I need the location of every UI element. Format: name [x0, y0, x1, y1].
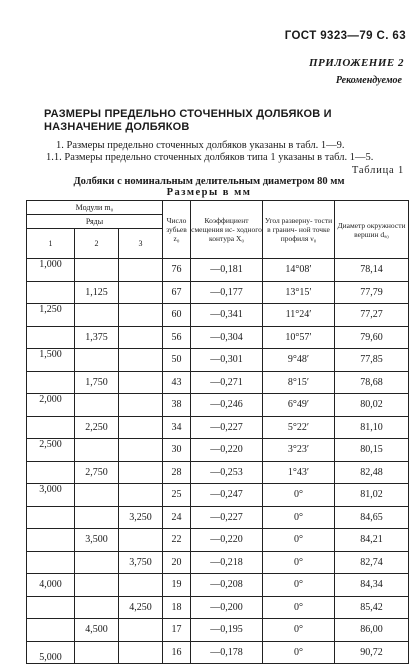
cell-module-row2: 3,500 [75, 529, 119, 552]
cell-teeth: 17 [163, 619, 191, 642]
cell-module-row1: 4,000 [27, 574, 75, 597]
cell-diameter: 86,00 [335, 619, 409, 642]
cell-module-row2: 2,250 [75, 416, 119, 439]
cell-angle: 1°43′ [263, 461, 335, 484]
cell-angle: 11°24′ [263, 304, 335, 327]
table-row [27, 484, 409, 507]
cell-teeth: 30 [163, 439, 191, 462]
header-row-1: 1 [27, 229, 75, 259]
cell-teeth: 76 [163, 259, 191, 282]
cell-module-row1: 5,000 [27, 641, 75, 664]
cell-diameter: 85,42 [335, 596, 409, 619]
cell-module-row2: 1,375 [75, 326, 119, 349]
cell-module-row3 [119, 416, 163, 439]
cell-module-row1: 2,500 [27, 439, 75, 462]
cell-module-row2 [75, 394, 119, 417]
header-row-2: 2 [75, 229, 119, 259]
cell-module-row2: 1,125 [75, 281, 119, 304]
table-row [27, 619, 409, 642]
header-modules: Модули m₀ [27, 201, 163, 215]
header-angle: Угол разверну- тости в гранич- ной точке профиля ν₀ [263, 201, 335, 259]
cell-module-row3: 4,250 [119, 596, 163, 619]
cell-module-row2 [75, 506, 119, 529]
cell-coefficient: —0,208 [191, 574, 263, 597]
cell-diameter: 84,21 [335, 529, 409, 552]
table-row [27, 416, 409, 439]
cell-teeth: 22 [163, 529, 191, 552]
cell-module-row3 [119, 461, 163, 484]
cell-module-row1: 3,000 [27, 484, 75, 507]
appendix-label: ПРИЛОЖЕНИЕ 2 [308, 57, 404, 69]
cell-module-row3 [119, 619, 163, 642]
cell-module-row2 [75, 574, 119, 597]
cell-teeth: 34 [163, 416, 191, 439]
cell-module-row2: 4,500 [75, 619, 119, 642]
cell-module-row3 [119, 574, 163, 597]
cell-coefficient: —0,271 [191, 371, 263, 394]
cell-coefficient: —0,246 [191, 394, 263, 417]
cell-diameter: 84,65 [335, 506, 409, 529]
cell-teeth: 67 [163, 281, 191, 304]
cell-teeth: 56 [163, 326, 191, 349]
table-row [27, 304, 409, 327]
cell-coefficient: —0,247 [191, 484, 263, 507]
cell-module-row1 [27, 461, 75, 484]
cell-teeth: 19 [163, 574, 191, 597]
cell-module-row1 [27, 326, 75, 349]
table-row [27, 506, 409, 529]
table-row [27, 371, 409, 394]
table-row [27, 461, 409, 484]
cell-module-row1: 1,000 [27, 259, 75, 282]
cell-angle: 3°23′ [263, 439, 335, 462]
cell-module-row3 [119, 371, 163, 394]
cell-angle: 0° [263, 506, 335, 529]
cell-module-row2 [75, 304, 119, 327]
cell-module-row1 [27, 416, 75, 439]
cell-diameter: 82,74 [335, 551, 409, 574]
cell-coefficient: —0,220 [191, 529, 263, 552]
cell-diameter: 81,10 [335, 416, 409, 439]
cell-module-row3 [119, 281, 163, 304]
cell-diameter: 78,14 [335, 259, 409, 282]
table-row [27, 529, 409, 552]
page-header: ГОСТ 9323—79 С. 63 [284, 30, 406, 42]
dimensions-table [26, 200, 409, 664]
table-row [27, 326, 409, 349]
header-row-3: 3 [119, 229, 163, 259]
table-row [27, 259, 409, 282]
table-row [27, 641, 409, 664]
cell-teeth: 20 [163, 551, 191, 574]
cell-diameter: 81,02 [335, 484, 409, 507]
cell-coefficient: —0,301 [191, 349, 263, 372]
cell-module-row3: 3,750 [119, 551, 163, 574]
table-row [27, 439, 409, 462]
cell-angle: 9°48′ [263, 349, 335, 372]
table-row [27, 551, 409, 574]
paragraph-1: 1. Размеры предельно сточенных долбяков указаны в табл. 1—9. [56, 140, 345, 151]
cell-module-row2 [75, 484, 119, 507]
cell-diameter: 78,68 [335, 371, 409, 394]
cell-teeth: 60 [163, 304, 191, 327]
table-row [27, 574, 409, 597]
cell-module-row2 [75, 439, 119, 462]
cell-module-row2: 1,750 [75, 371, 119, 394]
section-title: РАЗМЕРЫ ПРЕДЕЛЬНО СТОЧЕННЫХ ДОЛБЯКОВ И НАЗНАЧЕНИЕ ДОЛБЯКОВ [44, 108, 332, 133]
cell-coefficient: —0,227 [191, 506, 263, 529]
cell-angle: 5°22′ [263, 416, 335, 439]
cell-teeth: 25 [163, 484, 191, 507]
table-row [27, 596, 409, 619]
cell-teeth: 18 [163, 596, 191, 619]
cell-teeth: 38 [163, 394, 191, 417]
table-row [27, 394, 409, 417]
table-units: Размеры в мм [166, 187, 252, 198]
cell-coefficient: —0,195 [191, 619, 263, 642]
cell-diameter: 80,02 [335, 394, 409, 417]
cell-module-row1 [27, 619, 75, 642]
cell-teeth: 24 [163, 506, 191, 529]
cell-module-row2 [75, 596, 119, 619]
cell-module-row2 [75, 259, 119, 282]
cell-module-row3 [119, 349, 163, 372]
cell-coefficient: —0,218 [191, 551, 263, 574]
cell-teeth: 28 [163, 461, 191, 484]
cell-module-row3 [119, 439, 163, 462]
cell-coefficient: —0,253 [191, 461, 263, 484]
cell-module-row3 [119, 529, 163, 552]
cell-coefficient: —0,220 [191, 439, 263, 462]
table-row [27, 281, 409, 304]
cell-coefficient: —0,178 [191, 641, 263, 664]
cell-angle: 0° [263, 641, 335, 664]
header-rows: Ряды [27, 215, 163, 229]
cell-module-row3 [119, 394, 163, 417]
cell-diameter: 77,27 [335, 304, 409, 327]
cell-angle: 6°49′ [263, 394, 335, 417]
cell-angle: 0° [263, 529, 335, 552]
cell-module-row1 [27, 529, 75, 552]
cell-coefficient: —0,177 [191, 281, 263, 304]
header-diameter: Диаметр окружности вершин dₐ₀ [335, 201, 409, 259]
cell-diameter: 80,15 [335, 439, 409, 462]
cell-teeth: 50 [163, 349, 191, 372]
cell-angle: 0° [263, 574, 335, 597]
cell-module-row1 [27, 371, 75, 394]
cell-angle: 0° [263, 596, 335, 619]
cell-diameter: 90,72 [335, 641, 409, 664]
recommended-label: Рекомендуемое [335, 75, 402, 86]
cell-module-row1 [27, 596, 75, 619]
cell-module-row1: 1,500 [27, 349, 75, 372]
table-row [27, 349, 409, 372]
cell-module-row1 [27, 506, 75, 529]
cell-module-row2 [75, 349, 119, 372]
cell-module-row3: 3,250 [119, 506, 163, 529]
cell-teeth: 16 [163, 641, 191, 664]
cell-diameter: 77,79 [335, 281, 409, 304]
cell-module-row2: 2,750 [75, 461, 119, 484]
cell-coefficient: —0,200 [191, 596, 263, 619]
cell-coefficient: —0,227 [191, 416, 263, 439]
cell-angle: 0° [263, 551, 335, 574]
cell-angle: 14°08′ [263, 259, 335, 282]
cell-module-row3 [119, 641, 163, 664]
cell-module-row1 [27, 551, 75, 574]
cell-module-row2 [75, 551, 119, 574]
header-teeth: Число зубьев z₀ [163, 201, 191, 259]
cell-angle: 0° [263, 484, 335, 507]
cell-coefficient: —0,304 [191, 326, 263, 349]
paragraph-1-1: 1.1. Размеры предельно сточенных долбяков типа 1 указаны в табл. 1—5. [46, 152, 374, 163]
cell-angle: 10°57′ [263, 326, 335, 349]
cell-coefficient: —0,341 [191, 304, 263, 327]
cell-module-row1 [27, 281, 75, 304]
cell-diameter: 82,48 [335, 461, 409, 484]
cell-teeth: 43 [163, 371, 191, 394]
cell-coefficient: —0,181 [191, 259, 263, 282]
header-coefficient: Коэффициент смещения ис- ходного контура X₀ [191, 201, 263, 259]
cell-module-row3 [119, 326, 163, 349]
cell-module-row2 [75, 641, 119, 664]
cell-diameter: 77,85 [335, 349, 409, 372]
cell-module-row1: 1,250 [27, 304, 75, 327]
cell-diameter: 84,34 [335, 574, 409, 597]
cell-angle: 8°15′ [263, 371, 335, 394]
table-caption: Долбяки с номинальным делительным диаметром 80 мм [73, 176, 345, 187]
table-number: Таблица 1 [351, 165, 404, 176]
cell-module-row3 [119, 484, 163, 507]
cell-module-row3 [119, 259, 163, 282]
cell-module-row3 [119, 304, 163, 327]
cell-diameter: 79,60 [335, 326, 409, 349]
cell-angle: 0° [263, 619, 335, 642]
cell-module-row1: 2,000 [27, 394, 75, 417]
cell-angle: 13°15′ [263, 281, 335, 304]
